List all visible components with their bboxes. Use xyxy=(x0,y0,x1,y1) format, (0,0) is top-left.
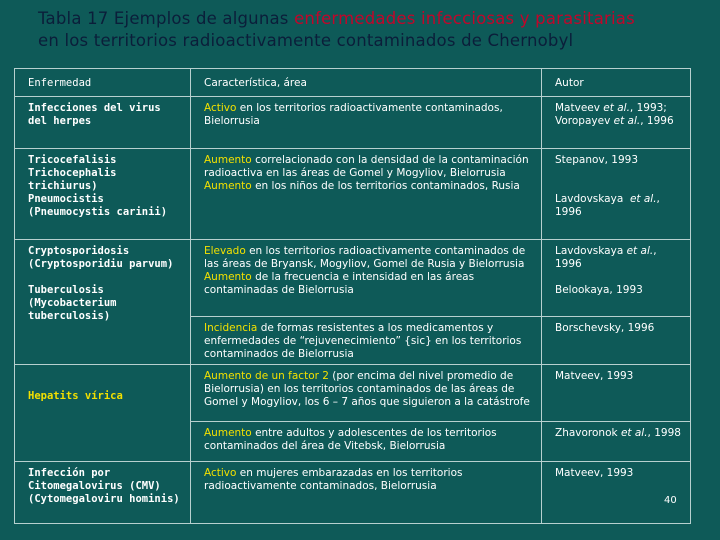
feature-cell: Aumento correlacionado con la densidad de la contaminación radioactiva en las áreas de Gomel y Mogyliov, Bielorrusia Aumento en los niños de los territorios contaminados, Rusia xyxy=(191,149,542,240)
disease-cell xyxy=(15,240,191,365)
author-cell: Stepanov, 1993 Lavdovskaya et al., 1996 xyxy=(542,149,691,240)
disease-name: Tuberculosis (Mycobacterium tuberculosis) xyxy=(28,284,117,322)
table-header-row xyxy=(15,69,691,97)
disease-name: Pneumocistis (Pneumocystis carinii) xyxy=(28,193,168,218)
feature-cell: Aumento de un factor 2 (por encima del nivel promedio de Bielorrusia) en los territorios contaminados de las áreas de Gomel y Mogyliov, los 6 – 7 años que siguieron a la catástrofe xyxy=(191,365,542,422)
diseases-table xyxy=(14,68,691,524)
author-cell: Lavdovskaya et al., 1996 Belookaya, 1993 xyxy=(542,240,691,317)
feature-cell: Aumento entre adultos y adolescentes de los territorios contaminados del área de Vitebsk, Bielorrusia xyxy=(191,422,542,462)
disease-cell: Infecciones del virus del herpes xyxy=(15,97,191,149)
author-cell: Zhavoronok et al., 1998 xyxy=(542,422,691,462)
feature-cell: Activo en mujeres embarazadas en los territorios radioactivamente contaminados, Bielorrusia xyxy=(191,462,542,524)
disease-cell xyxy=(15,365,191,462)
disease-cell xyxy=(15,149,191,240)
feature-cell xyxy=(191,97,542,149)
author-cell: Matveev, 1993 xyxy=(542,462,691,524)
disease-cell: Infección por Citomegalovirus (CMV) (Cytomegaloviru hominis) xyxy=(15,462,191,524)
table-row xyxy=(15,462,691,524)
feature-cell: Incidencia de formas resistentes a los medicamentos y enfermedades de “rejuvenecimiento” {sic} en los territorios contaminados de Bielorrusia xyxy=(191,317,542,365)
title-line2: en los territorios radioactivamente contaminados de Chernobyl xyxy=(38,31,574,50)
author-cell: Matveev et al., 1993; Voropayev et al., 1996 xyxy=(542,97,691,149)
author-cell: Borschevsky, 1996 xyxy=(542,317,691,365)
table-row xyxy=(15,149,691,240)
slide-title xyxy=(38,8,708,52)
feature-keyword: Activo xyxy=(204,102,237,114)
table-row xyxy=(15,97,691,149)
header-feature: Característica, área xyxy=(191,69,542,97)
title-highlight: enfermedades infecciosas y parasitarias xyxy=(294,9,635,28)
feature-text: en los territorios radioactivamente contaminados, Bielorrusia xyxy=(204,102,503,127)
disease-name: Cryptosporidosis (Cryptosporidiu parvum) xyxy=(28,245,174,270)
table-row xyxy=(15,240,691,317)
table-row xyxy=(15,365,691,422)
feature-cell: Elevado en los territorios radioactivamente contaminados de las áreas de Bryansk, Mogyliov, Gomel de Rusia y Bielorrusia Aumento de la frecuencia e intensidad en las áreas contaminadas de Bielorrusia xyxy=(191,240,542,317)
author-cell: Matveev, 1993 xyxy=(542,365,691,422)
page-number: 40 xyxy=(664,495,677,506)
disease-name: Hepatits vírica xyxy=(28,390,123,402)
disease-name: Tricocefalisis Trichocephalis trichiurus) xyxy=(28,154,117,192)
header-disease: Enfermedad xyxy=(15,69,191,97)
title-prefix: Tabla 17 Ejemplos de algunas xyxy=(38,9,295,28)
header-author: Autor xyxy=(542,69,691,97)
